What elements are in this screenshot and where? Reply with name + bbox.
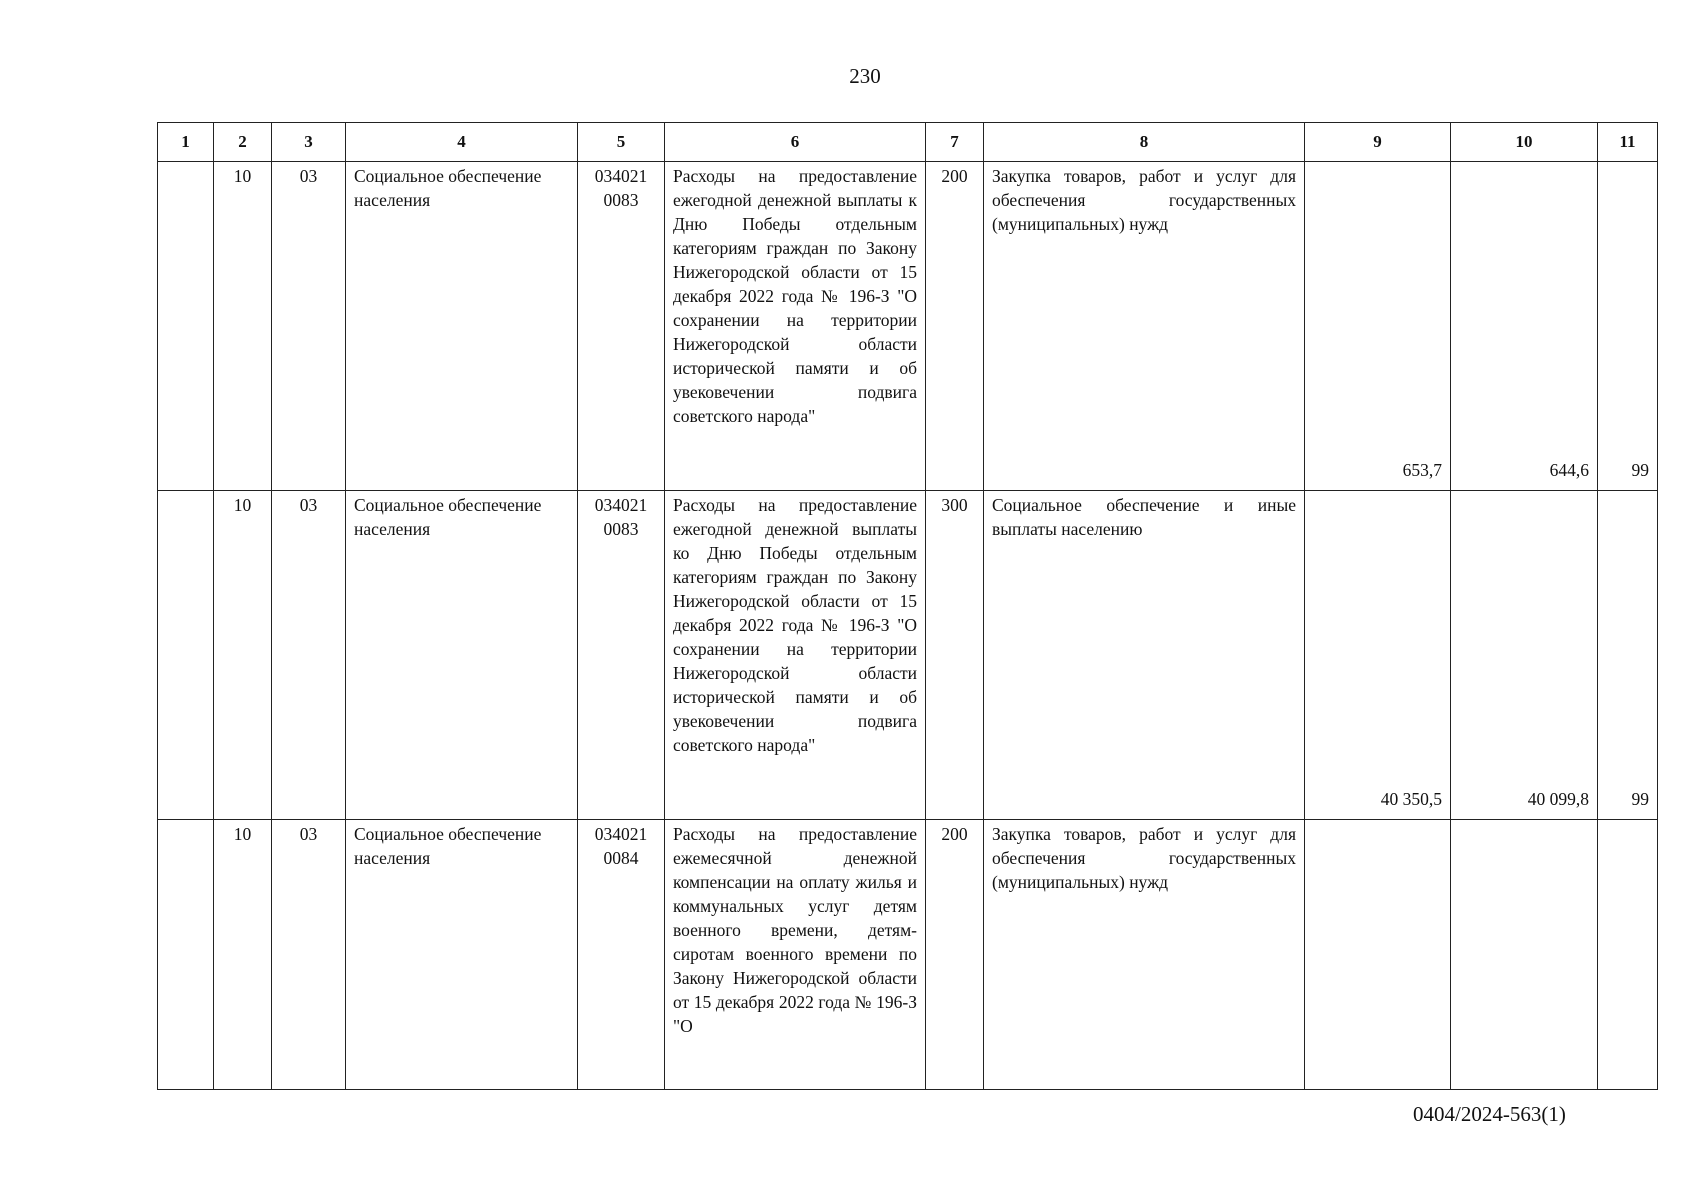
cell-subsection-name: Социальное обеспечение населения (346, 820, 578, 1090)
cell-expense-type-code: 200 (926, 162, 984, 491)
cell-index (158, 162, 214, 491)
column-header: 4 (346, 123, 578, 162)
column-header: 2 (214, 123, 272, 162)
document-code: 0404/2024-563(1) (1413, 1102, 1566, 1126)
page-number: 230 (849, 64, 881, 88)
cell-percent (1598, 820, 1658, 1090)
cell-target-article: 034021 0083 (578, 162, 665, 491)
column-header: 3 (272, 123, 346, 162)
cell-percent: 99 (1598, 491, 1658, 820)
cell-subsection: 03 (272, 491, 346, 820)
table-row (158, 820, 1658, 1090)
cell-section: 10 (214, 162, 272, 491)
cell-expense-type-name: Закупка товаров, работ и услуг для обеспечения государственных (муниципальных) нужд (984, 162, 1305, 491)
cell-actual-amount (1451, 820, 1598, 1090)
column-header: 1 (158, 123, 214, 162)
table-row (158, 162, 1658, 491)
column-header: 5 (578, 123, 665, 162)
cell-target-article: 034021 0084 (578, 820, 665, 1090)
cell-subsection-name: Социальное обеспечение населения (346, 491, 578, 820)
cell-index (158, 491, 214, 820)
cell-subsection: 03 (272, 162, 346, 491)
cell-planned-amount (1305, 820, 1451, 1090)
column-header: 9 (1305, 123, 1451, 162)
column-header: 10 (1451, 123, 1598, 162)
column-header: 11 (1598, 123, 1658, 162)
cell-expense-description: Расходы на предоставление ежегодной денежной выплаты ко Дню Победы отдельным категориям граждан по Закону Нижегородской области от 15 декабря 2022 года № 196-З "О сохранении на территории Нижегородской области исторической памяти и об увековечении подвига советского народа" (665, 491, 926, 820)
cell-expense-type-code: 200 (926, 820, 984, 1090)
cell-percent: 99 (1598, 162, 1658, 491)
cell-subsection: 03 (272, 820, 346, 1090)
cell-expense-description (665, 820, 926, 1090)
cell-subsection-name: Социальное обеспечение населения (346, 162, 578, 491)
cell-target-article: 034021 0083 (578, 491, 665, 820)
cell-expense-type-name: Социальное обеспечение и иные выплаты населению (984, 491, 1305, 820)
cell-index (158, 820, 214, 1090)
column-header: 8 (984, 123, 1305, 162)
cell-expense-description: Расходы на предоставление ежегодной денежной выплаты к Дню Победы отдельным категориям граждан по Закону Нижегородской области от 15 декабря 2022 года № 196-З "О сохранении на территории Нижегородской области исторической памяти и об увековечении подвига советского народа" (665, 162, 926, 491)
cell-expense-type-code: 300 (926, 491, 984, 820)
cell-planned-amount: 40 350,5 (1305, 491, 1451, 820)
cell-planned-amount: 653,7 (1305, 162, 1451, 491)
cell-actual-amount: 40 099,8 (1451, 491, 1598, 820)
table-header-row (158, 123, 1658, 162)
budget-table (157, 122, 1658, 1090)
column-header: 6 (665, 123, 926, 162)
cell-section: 10 (214, 491, 272, 820)
cell-section: 10 (214, 820, 272, 1090)
cell-expense-description-text: Расходы на предоставление ежемесячной денежной компенсации на оплату жилья и коммунальных услуг детям военного времени, детям-сиротам военного времени по Закону Нижегородской области от 15 декабря 2022 года № 196-З "О (673, 824, 917, 1036)
table-row (158, 491, 1658, 820)
cell-actual-amount: 644,6 (1451, 162, 1598, 491)
cell-expense-type-name: Закупка товаров, работ и услуг для обеспечения государственных (муниципальных) нужд (984, 820, 1305, 1090)
column-header: 7 (926, 123, 984, 162)
